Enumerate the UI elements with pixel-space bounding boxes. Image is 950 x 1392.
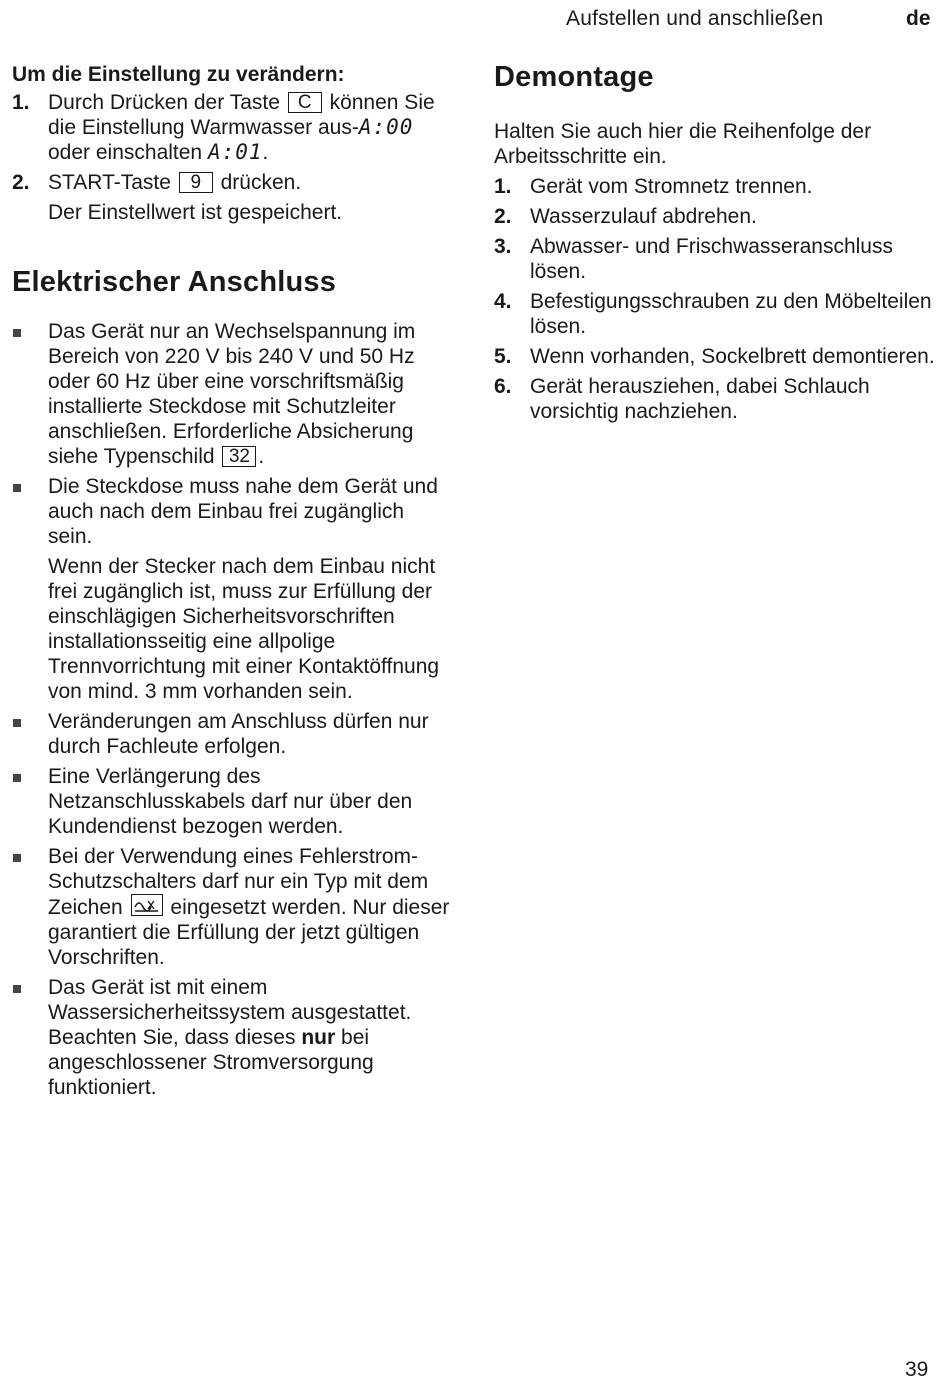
list-item xyxy=(12,975,452,1100)
step-text: Abwasser- und Frischwasseranschluss lösen. xyxy=(530,235,893,283)
left-column xyxy=(12,62,452,1100)
step-number: 6. xyxy=(494,375,512,398)
electrical-bullets xyxy=(12,319,452,1100)
list-item xyxy=(494,374,939,424)
list-item xyxy=(12,474,452,704)
step-number: 2. xyxy=(494,205,512,228)
bullet-text: Veränderungen am Anschluss dürfen nur durch Fachleute erfolgen. xyxy=(48,710,429,758)
list-item xyxy=(12,170,452,195)
header-language: de xyxy=(906,7,931,30)
step-text: . xyxy=(262,141,269,164)
step-text: können Sie die Einstellung Warmwasser aus- xyxy=(48,91,435,139)
step-number: 2. xyxy=(12,171,30,194)
bullet-text: eingesetzt werden. Nur dieser garantiert die Erfüllung der jetzt gültigen Vorschriften. xyxy=(48,896,450,969)
step-number: 3. xyxy=(494,235,512,258)
right-column xyxy=(494,60,939,424)
step-text: START-Taste xyxy=(48,171,171,194)
bullet-text: Das Gerät nur an Wechselspannung im Bereich von 220 V bis 240 V und 50 Hz oder 60 Hz über eine vorschriftsmäßig installierte Steckdose mit Schutzleiter anschließen. Erforderliche Absicherung siehe Typenschild xyxy=(48,320,416,468)
bullet-paragraph: Wenn der Stecker nach dem Einbau nicht frei zugänglich ist, muss zur Erfüllung der einschlägigen Sicherheitsvorschriften installationsseitig eine allpolige Trennvorrichtung mit einer Kontaktöffnung von mind. 3 mm vorhanden sein. xyxy=(48,555,440,703)
bullet-text: Eine Verlängerung des Netzanschlusskabels darf nur über den Kundendienst bezogen werden. xyxy=(48,765,413,838)
bullet-text: . xyxy=(258,445,265,468)
step-text: oder einschalten xyxy=(48,141,203,164)
dismantling-steps xyxy=(494,174,939,424)
bullet-square-icon xyxy=(13,854,21,862)
step-text: Durch Drücken der Taste xyxy=(48,91,280,114)
rating-plate-reference: 32 xyxy=(222,446,256,467)
rcd-type-symbol-icon xyxy=(131,894,163,916)
electrical-connection-title: Elektrischer Anschluss xyxy=(12,266,337,298)
emphasis-text: nur xyxy=(301,1026,336,1049)
bullet-text: Das Gerät ist mit einem Wassersicherheitssystem ausgestattet. Beachten Sie, dass dieses xyxy=(48,976,412,1049)
bullet-square-icon xyxy=(13,985,21,993)
header-section-title: Aufstellen und anschließen xyxy=(566,7,824,30)
list-item xyxy=(12,764,452,839)
step-number: 1. xyxy=(494,175,512,198)
bullet-square-icon xyxy=(13,774,21,782)
bullet-square-icon xyxy=(13,484,21,492)
step-number: 5. xyxy=(494,345,512,368)
step-number: 1. xyxy=(12,91,30,114)
step-text: Gerät vom Stromnetz trennen. xyxy=(530,175,813,198)
change-setting-heading: Um die Einstellung zu verändern: xyxy=(12,63,345,86)
change-setting-steps xyxy=(12,90,452,195)
key-c-symbol: C xyxy=(288,92,322,113)
list-item xyxy=(12,319,452,469)
list-item xyxy=(494,289,939,339)
display-on-readout: A:01 xyxy=(207,140,263,164)
bullet-text: Die Steckdose muss nahe dem Gerät und auch nach dem Einbau frei zugänglich sein. xyxy=(48,475,438,548)
step-text: Gerät herausziehen, dabei Schlauch vorsichtig nachziehen. xyxy=(530,375,870,423)
list-item xyxy=(494,234,939,284)
page-number: 39 xyxy=(905,1358,929,1381)
page-header xyxy=(0,7,950,33)
step-text: drücken. xyxy=(220,171,302,194)
list-item xyxy=(494,174,939,199)
bullet-text: Bei der Verwendung eines Fehlerstrom-Schutzschalters darf nur ein Typ mit dem Zeichen xyxy=(48,845,429,919)
bullet-text: bei angeschlossener Stromversorgung funktioniert. xyxy=(48,1026,374,1099)
bullet-square-icon xyxy=(13,329,21,337)
dismantling-title: Demontage xyxy=(494,61,654,93)
list-item xyxy=(12,844,452,970)
list-item xyxy=(12,90,452,165)
step-text: Wenn vorhanden, Sockelbrett demontieren. xyxy=(530,345,935,368)
dismantling-intro: Halten Sie auch hier die Reihenfolge der Arbeitsschritte ein. xyxy=(494,120,872,168)
bullet-square-icon xyxy=(13,719,21,727)
list-item xyxy=(12,709,452,759)
list-item xyxy=(494,204,939,229)
display-off-readout: A:00 xyxy=(358,115,414,139)
saved-note: Der Einstellwert ist gespeichert. xyxy=(48,201,343,224)
list-item xyxy=(494,344,939,369)
step-number: 4. xyxy=(494,290,512,313)
step-text: Wasserzulauf abdrehen. xyxy=(530,205,757,228)
key-9-symbol: 9 xyxy=(179,172,213,193)
step-text: Befestigungsschrauben zu den Möbelteilen lösen. xyxy=(530,290,932,338)
